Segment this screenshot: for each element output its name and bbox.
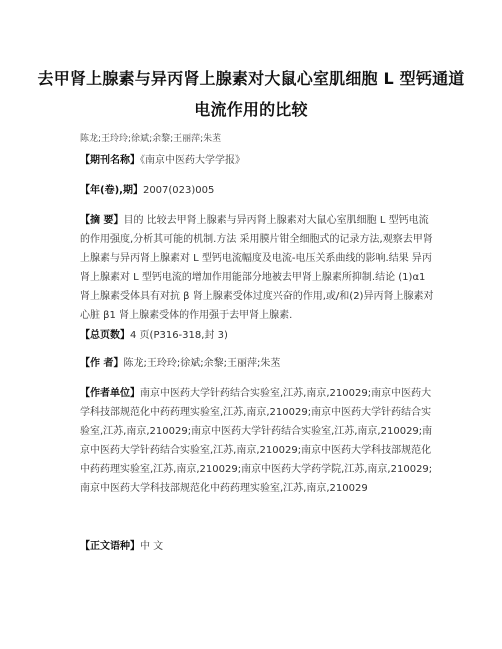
abstract-field: [80, 211, 434, 325]
language-label: 【正文语种】: [80, 541, 140, 552]
year-volume-issue-label: 【年(卷),期】: [80, 185, 143, 196]
journal-label: 【期刊名称】: [80, 155, 140, 166]
authors-label: 【作 者】: [80, 358, 124, 369]
institution-field: [80, 384, 434, 498]
page-count-value: 4 页(P316-318,封 3): [130, 330, 228, 341]
journal-value: 《南京中医药大学学报》: [140, 155, 245, 166]
institution-label: 【作者单位】: [80, 388, 140, 399]
page-count-label: 【总页数】: [80, 330, 130, 341]
year-volume-issue-field: [80, 181, 434, 200]
abstract-label: 【摘 要】: [80, 215, 124, 226]
authors-value: 陈龙;王玲玲;徐斌;余黎;王丽萍;朱苤: [123, 358, 281, 369]
institution-value: 南京中医药大学针药结合实验室,江苏,南京,210029;南京中医药大学科技部规范化中药药理实验室,江苏,南京,210029;南京中医药大学针药结合实验室,江苏,南京,210029;南京中医药大学针药结合实验室,江苏,南京,210029;南京中医药大学针药结合实验室,江苏,南京,210029;南京中医药大学科技部规范化中药药理实验室,江苏,南京,210029;南京中医药大学药学院,江苏,南京,210029;南京中医药大学科技部规范化中药药理实验室,江苏,南京,210029: [80, 388, 433, 494]
abstract-text: 目的 比较去甲肾上腺素与异丙肾上腺素对大鼠心室肌细胞 L 型钙电流的作用强度,分析其可能的机制.方法 采用膜片钳全细胞式的记录方法,观察去甲肾上腺素与异丙肾上腺素对 L 型钙电流幅度及电流-电压关系曲线的影响.结果 异丙肾上腺素对 L 型钙电流的增加作用能部分地被去甲肾上腺素所抑制.结论 (1)α1 肾上腺素受体具有对抗 β 肾上腺素受体过度兴奋的作用,或/和(2)异丙肾上腺素对心脏 β1 肾上腺素受体的作用强于去甲肾上腺素.: [80, 215, 434, 321]
authors-field: [80, 354, 434, 373]
author-list: 陈龙;王玲玲;徐斌;余黎;王丽萍;朱苤: [80, 134, 222, 144]
page-count-field: [80, 326, 434, 345]
journal-field: [80, 151, 434, 170]
language-value: 中 文: [140, 541, 164, 552]
document-title-line-2: 电流作用的比较: [194, 100, 308, 119]
language-field: [80, 537, 434, 556]
document-title-line-1: 去甲肾上腺素与异丙肾上腺素对大鼠心室肌细胞 L 型钙通道: [37, 69, 465, 88]
year-volume-issue-value: 2007(023)005: [142, 185, 215, 196]
